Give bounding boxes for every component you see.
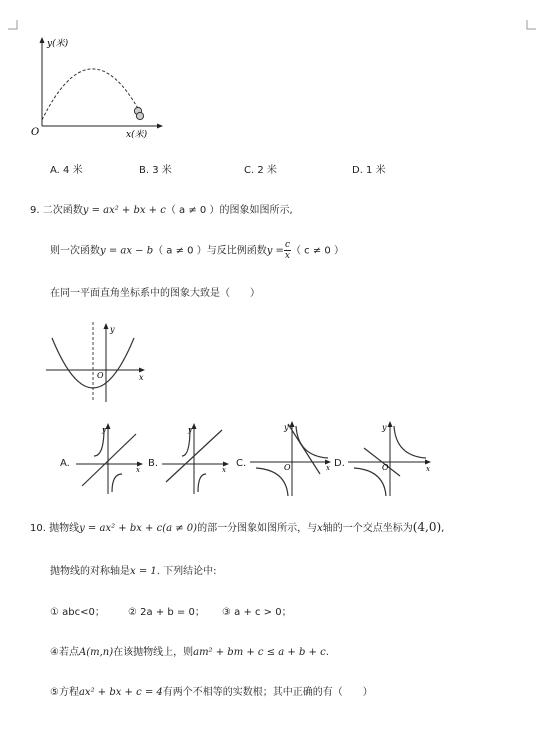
svg-text:x: x (139, 373, 144, 382)
svg-text:y: y (102, 426, 106, 434)
choice-a-label[interactable]: A. (60, 458, 70, 469)
q10-item5: ⑤方程ax² + bx + c = 4有两个不相等的实数根；其中正确的有（ ） (50, 687, 373, 698)
origin-label: O (31, 127, 40, 138)
q10-item2: ② 2a + b = 0； (128, 607, 205, 618)
option-a[interactable]: A. 4 米 (50, 165, 83, 176)
option-c[interactable]: C. 2 米 (244, 165, 277, 176)
svg-text:x: x (426, 465, 430, 473)
svg-text:y: y (382, 423, 387, 432)
choice-d-graph[interactable] (346, 418, 434, 498)
fraction-c-over-x: $\frac{c}{x}$ (284, 240, 290, 261)
svg-text:O: O (382, 463, 389, 472)
svg-text:y: y (110, 325, 115, 334)
svg-text:O: O (284, 463, 291, 472)
q10-item4: ④若点A(m,n)在该抛物线上，则am² + bm + c ≤ a + b + c. (50, 647, 329, 658)
q9-parabola-figure (42, 318, 152, 406)
ball-icon (136, 112, 143, 119)
y-axis-label: y(米) (47, 39, 69, 49)
svg-text:x: x (326, 464, 330, 472)
projectile-figure (28, 34, 168, 142)
q9-line1: 9. 二次函数y = ax² + bx + c（ a ≠ 0 ）的图象如图所示, (30, 205, 293, 216)
choice-d-label[interactable]: D. (334, 458, 345, 469)
choice-c-graph[interactable] (248, 418, 334, 498)
option-d[interactable]: D. 1 米 (352, 165, 386, 176)
x-axis-label: x(米) (126, 130, 148, 140)
svg-text:O: O (97, 371, 104, 380)
svg-text:y: y (284, 423, 289, 432)
option-b[interactable]: B. 3 米 (139, 165, 172, 176)
q9-line3: 在同一平面直角坐标系中的图象大致是（ ） (50, 288, 260, 299)
trajectory-curve (42, 69, 140, 120)
q10-line1: 10. 抛物线y = ax² + bx + c(a ≠ 0)的部一分图象如图所示，与x轴的一个交点坐标为(4,0), (30, 520, 445, 534)
svg-text:x: x (136, 466, 140, 474)
q10-item3: ③ a + c > 0； (222, 607, 292, 618)
choice-c-label[interactable]: C. (236, 458, 247, 469)
q10-line2: 抛物线的对称轴是x = 1. 下列结论中: (50, 566, 217, 577)
corner-mark-left (8, 20, 18, 30)
svg-text:x: x (222, 466, 226, 474)
q10-item1: ① abc<0； (50, 607, 105, 618)
svg-text:y: y (188, 426, 192, 434)
choice-b-label[interactable]: B. (148, 458, 159, 469)
q9-line2: 则一次函数y = ax − b（ a ≠ 0 ）与反比例函数y = $\frac{c}{x}$ （ c ≠ 0 ） (50, 240, 344, 261)
q10-number: 10. (30, 523, 46, 534)
choice-b-graph[interactable] (160, 420, 232, 496)
q9-number: 9. (30, 205, 40, 216)
choice-a-graph[interactable] (74, 420, 146, 496)
corner-mark-right (526, 20, 536, 30)
